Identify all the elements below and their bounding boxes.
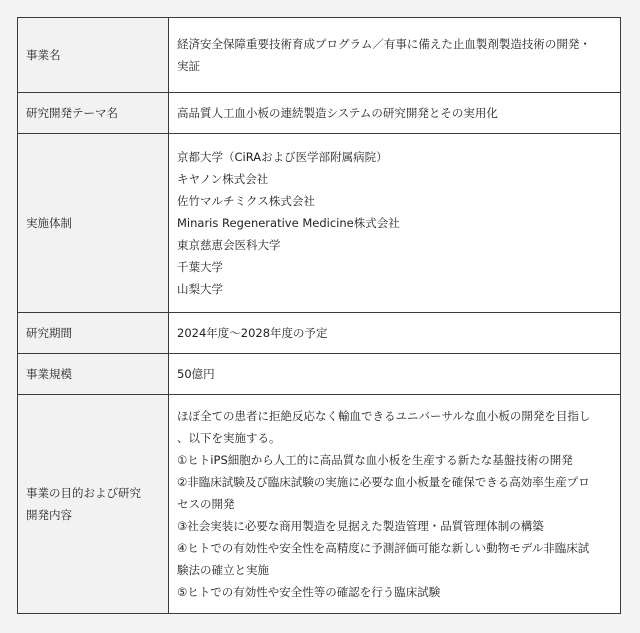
text-line: 経済安全保障重要技術育成プログラム／有事に備えた止血製剤製造技術の開発・ (177, 37, 591, 51)
text-line: 験法の確立と実施 (177, 563, 269, 577)
row-theme-name (18, 93, 621, 134)
row-project-name (18, 18, 621, 93)
text-line: 、以下を実施する。 (177, 431, 281, 445)
label-period: 研究期間 (18, 313, 169, 354)
value-period (169, 313, 621, 354)
text-line: ③社会実装に必要な商用製造を見据えた製造管理・品質管理体制の構築 (177, 519, 544, 533)
value-theme-name (169, 93, 621, 134)
text-line: ④ヒトでの有効性や安全性を高精度に予測評価可能な新しい動物モデル非臨床試 (177, 541, 590, 555)
label-organization: 実施体制 (18, 134, 169, 313)
label-line: 事業の目的および研究 (26, 486, 141, 500)
label-purpose (18, 395, 169, 614)
label-scale: 事業規模 (18, 354, 169, 395)
org-item: 山梨大学 (177, 282, 223, 296)
label-project-name: 事業名 (18, 18, 169, 93)
project-info-table (17, 17, 621, 614)
org-item: Minaris Regenerative Medicine株式会社 (177, 216, 400, 230)
text-line: 実証 (177, 59, 200, 73)
row-purpose (18, 395, 621, 614)
value-purpose (169, 395, 621, 614)
text-line: ほぼ全ての患者に拒絶反応なく輸血できるユニバーサルな血小板の開発を目指し (177, 409, 591, 423)
value-scale (169, 354, 621, 395)
row-scale (18, 354, 621, 395)
label-theme-name: 研究開発テーマ名 (18, 93, 169, 134)
text-line: 高品質人工血小板の連続製造システムの研究開発とその実用化 (177, 106, 498, 120)
org-item: 佐竹マルチミクス株式会社 (177, 194, 315, 208)
org-item: 京都大学（CiRAおよび医学部附属病院） (177, 150, 388, 164)
text-line: ②非臨床試験及び臨床試験の実施に必要な血小板量を確保できる高効率生産プロ (177, 475, 590, 489)
text-line: セスの開発 (177, 497, 235, 511)
row-period (18, 313, 621, 354)
org-item: キヤノン株式会社 (177, 172, 269, 186)
row-organization (18, 134, 621, 313)
org-item: 東京慈恵会医科大学 (177, 238, 281, 252)
org-item: 千葉大学 (177, 260, 223, 274)
value-project-name (169, 18, 621, 93)
text-line: ⑤ヒトでの有効性や安全性等の確認を行う臨床試験 (177, 585, 441, 599)
label-line: 開発内容 (26, 508, 72, 522)
value-organization (169, 134, 621, 313)
text-line: 50億円 (177, 367, 215, 381)
text-line: ①ヒトiPS細胞から人工的に高品質な血小板を生産する新たな基盤技術の開発 (177, 453, 573, 467)
text-line: 2024年度～2028年度の予定 (177, 326, 328, 340)
